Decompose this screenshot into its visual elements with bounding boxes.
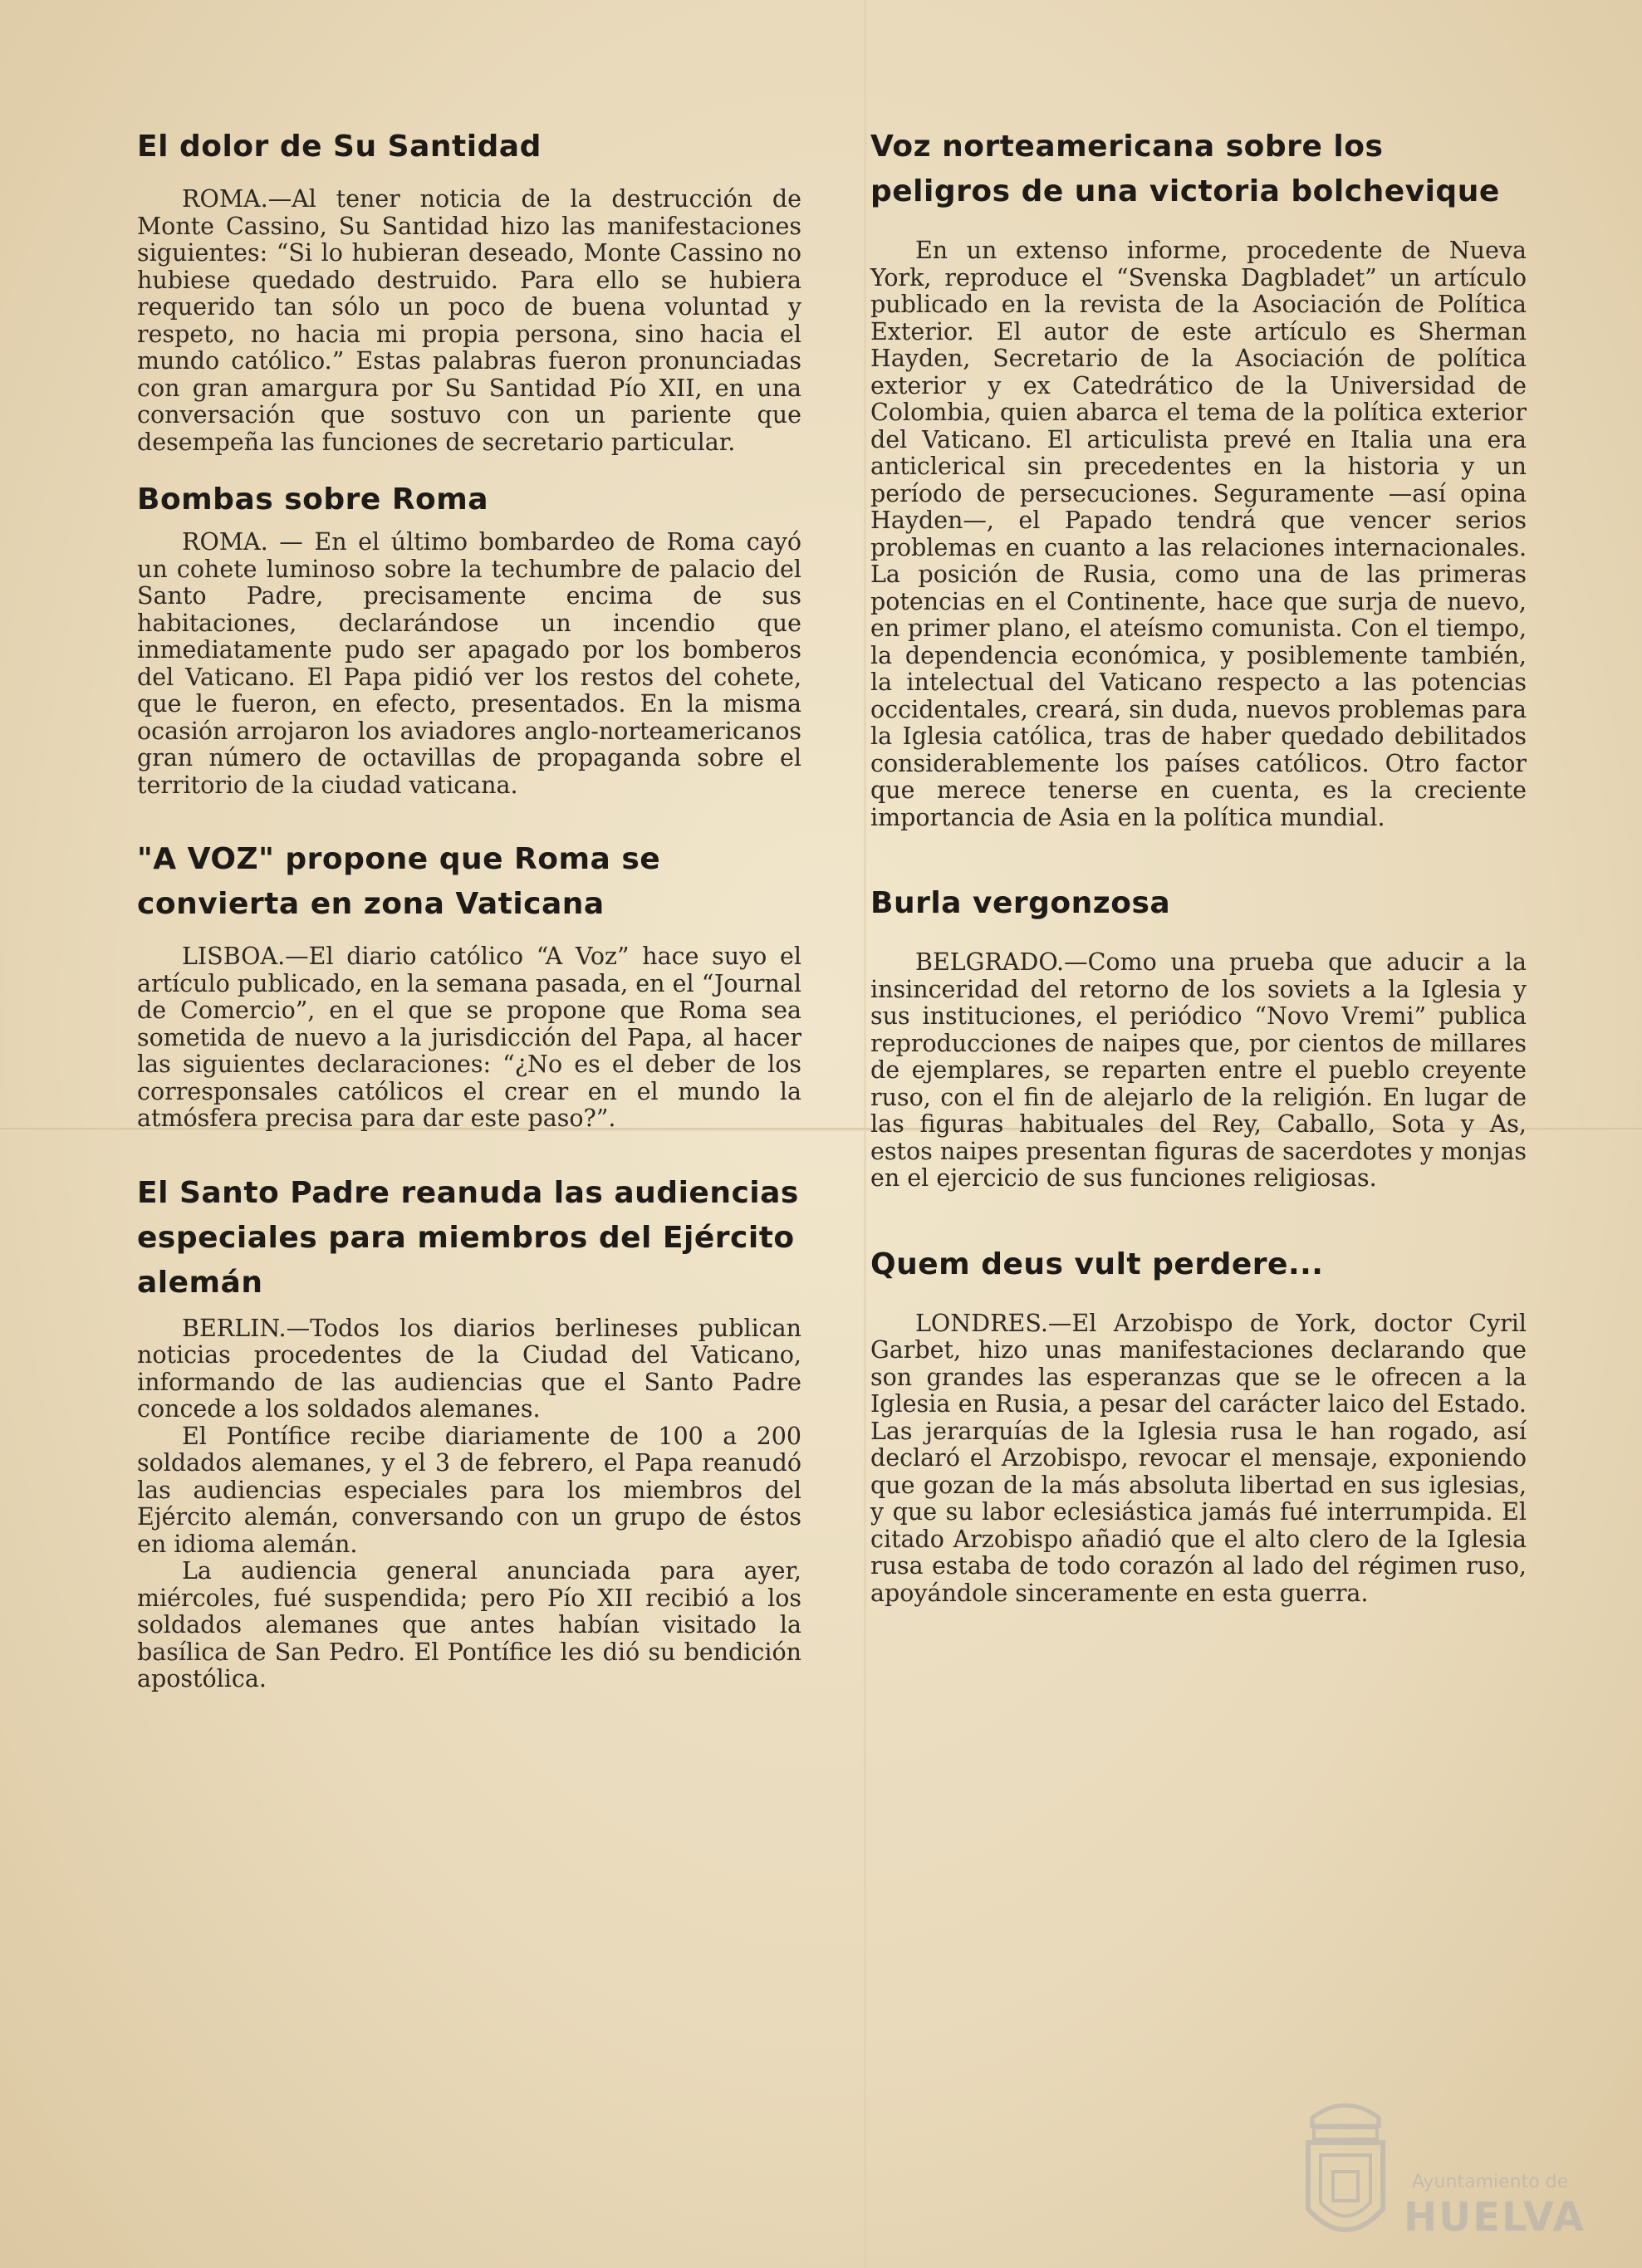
right-column: [870, 125, 1527, 1627]
paragraph: LONDRES.—El Arzobispo de York, doctor Cyril Garbet, hizo unas manifestaciones declarando que son grandes las esperanzas que se le ofrecen a la Iglesia en Rusia, a pesar del carácter laico del Estado. Las jerarquías de la Iglesia rusa le han rogado, así declaró el Arzobispo, revocar el mensaje, exponiendo que gozan de la más absoluta libertad en sus iglesias, y que su labor eclesiástica jamás fué interrumpida. El citado Arzobispo añadió que el alto clero de la Iglesia rusa estaba de todo corazón al lado del régimen ruso, apoyándole sinceramente en esta guerra.: [870, 1309, 1527, 1607]
headline: Bombas sobre Roma: [137, 483, 489, 517]
article-burla-vergonzosa: [870, 881, 1527, 1193]
paper-fold-vertical: [864, 0, 866, 2268]
paragraph: LISBOA.—El diario católico “A Voz” hace suyo el artículo publicado, en la semana pasada, en el “Journal de Comercio”, en el que se propone que Roma sea sometida de nuevo a la jurisdicción del Papa, al hacer las siguientes declaraciones: “¿No es el deber de los corresponsales católicos el crear en el mundo la atmósfera precisa para dar este paso?”.: [137, 943, 801, 1132]
watermark-ayuntamiento-huelva: [1296, 2093, 1611, 2251]
paragraph: BERLIN.—Todos los diarios berlineses publican noticias procedentes de la Ciudad del Vaticano, informando de las audiencias que el Santo Padre concede a los soldados alemanes.: [137, 1314, 801, 1423]
paragraph: ROMA.—Al tener noticia de la destrucción de Monte Cassino, Su Santidad hizo las manifestaciones siguientes: “Si lo hubieran deseado, Monte Cassino no hubiese quedado destruido. Para ello se hubiera requerido tan sólo un poco de buena voluntad y respeto, no hacia mi propia persona, sino hacia el mundo católico.” Estas palabras fueron pronunciadas con gran amargura por Su Santidad Pío XII, en una conversación que sostuvo con un pariente que desempeña las funciones de secretario particular.: [137, 185, 801, 456]
watermark-line2: HUELVA: [1404, 2194, 1586, 2241]
article-dolor-santidad: [137, 125, 801, 456]
headline: Quem deus vult perdere...: [870, 1247, 1324, 1281]
headline: El Santo Padre reanuda las audiencias especiales para miembros del Ejército alemán: [137, 1175, 799, 1300]
paragraph: BELGRADO.—Como una prueba que aducir a la insinceridad del retorno de los soviets a la Iglesia y sus instituciones, el periódico “Novo Vremi” publica reproducciones de naipes que, por cientos de millares de ejemplares, se reparten entre el pueblo creyente ruso, con el fin de alejarlo de la religión. En lugar de las figuras habituales del Rey, Caballo, Sota y As, estos naipes presentan figuras de sacerdotes y monjas en el ejercicio de sus funciones religiosas.: [870, 948, 1527, 1192]
article-voz-norteamericana: [870, 125, 1527, 831]
headline: Burla vergonzosa: [870, 886, 1171, 920]
article-santo-padre-audiencias: [137, 1171, 801, 1693]
watermark-line1: Ayuntamiento de: [1412, 2172, 1569, 2192]
paragraph: En un extenso informe, procedente de Nueva York, reproduce el “Svenska Dagbladet” un artículo publicado en la revista de la Asociación de Política Exterior. El autor de este artículo es Sherman Hayden, Secretario de la Asociación de política exterior y ex Catedrático de la Universidad de Colombia, quien abarca el tema de la política exterior del Vaticano. El articulista prevé en Italia una era anticlerical sin precedentes en la historia y un período de persecuciones. Seguramente —así opina Hayden—, el Papado tendrá que vencer serios problemas en cuanto a las relaciones internacionales. La posición de Rusia, como una de las primeras potencias en el Continente, hace que surja de nuevo, en primer plano, el ateísmo comunista. Con el tiempo, la dependencia económica, y posiblemente también, la intelectual del Vaticano respecto a las potencias occidentales, creará, sin duda, nuevos problemas para la Iglesia católica, tras de haber quedado debilitados considerablemente los países católicos. Otro factor que merece tenerse en cuenta, es la creciente importancia de Asia en la política mundial.: [870, 237, 1527, 831]
article-bombas-roma: [137, 478, 801, 799]
headline: El dolor de Su Santidad: [137, 130, 542, 164]
article-quem-deus: [870, 1242, 1527, 1608]
article-a-voz: [137, 837, 801, 1133]
headline: Voz norteamericana sobre los peligros de una victoria bolchevique: [870, 130, 1500, 208]
paragraph: ROMA. — En el último bombardeo de Roma cayó un cohete luminoso sobre la techumbre de palacio del Santo Padre, precisamente encima de sus habitaciones, declarándose un incendio que inmediatamente pudo ser apagado por los bomberos del Vaticano. El Papa pidió ver los restos del cohete, que le fueron, en efecto, presentados. En la misma ocasión arrojaron los aviadores anglo-norteamericanos gran número de octavillas de propaganda sobre el territorio de la ciudad vaticana.: [137, 528, 801, 799]
huelva-crest-icon: [1296, 2093, 1395, 2251]
paragraph: El Pontífice recibe diariamente de 100 a 200 soldados alemanes, y el 3 de febrero, el Papa reanudó las audiencias especiales para los miembros del Ejército alemán, conversando con un grupo de éstos en idioma alemán.: [137, 1422, 801, 1558]
left-column: [137, 125, 801, 1713]
headline: "A VOZ" propone que Roma se convierta en zona Vaticana: [137, 842, 661, 921]
paragraph: La audiencia general anunciada para ayer, miércoles, fué suspendida; pero Pío XII recibió a los soldados alemanes que antes habían visitado la basílica de San Pedro. El Pontífice les dió su bendición apostólica.: [137, 1557, 801, 1692]
